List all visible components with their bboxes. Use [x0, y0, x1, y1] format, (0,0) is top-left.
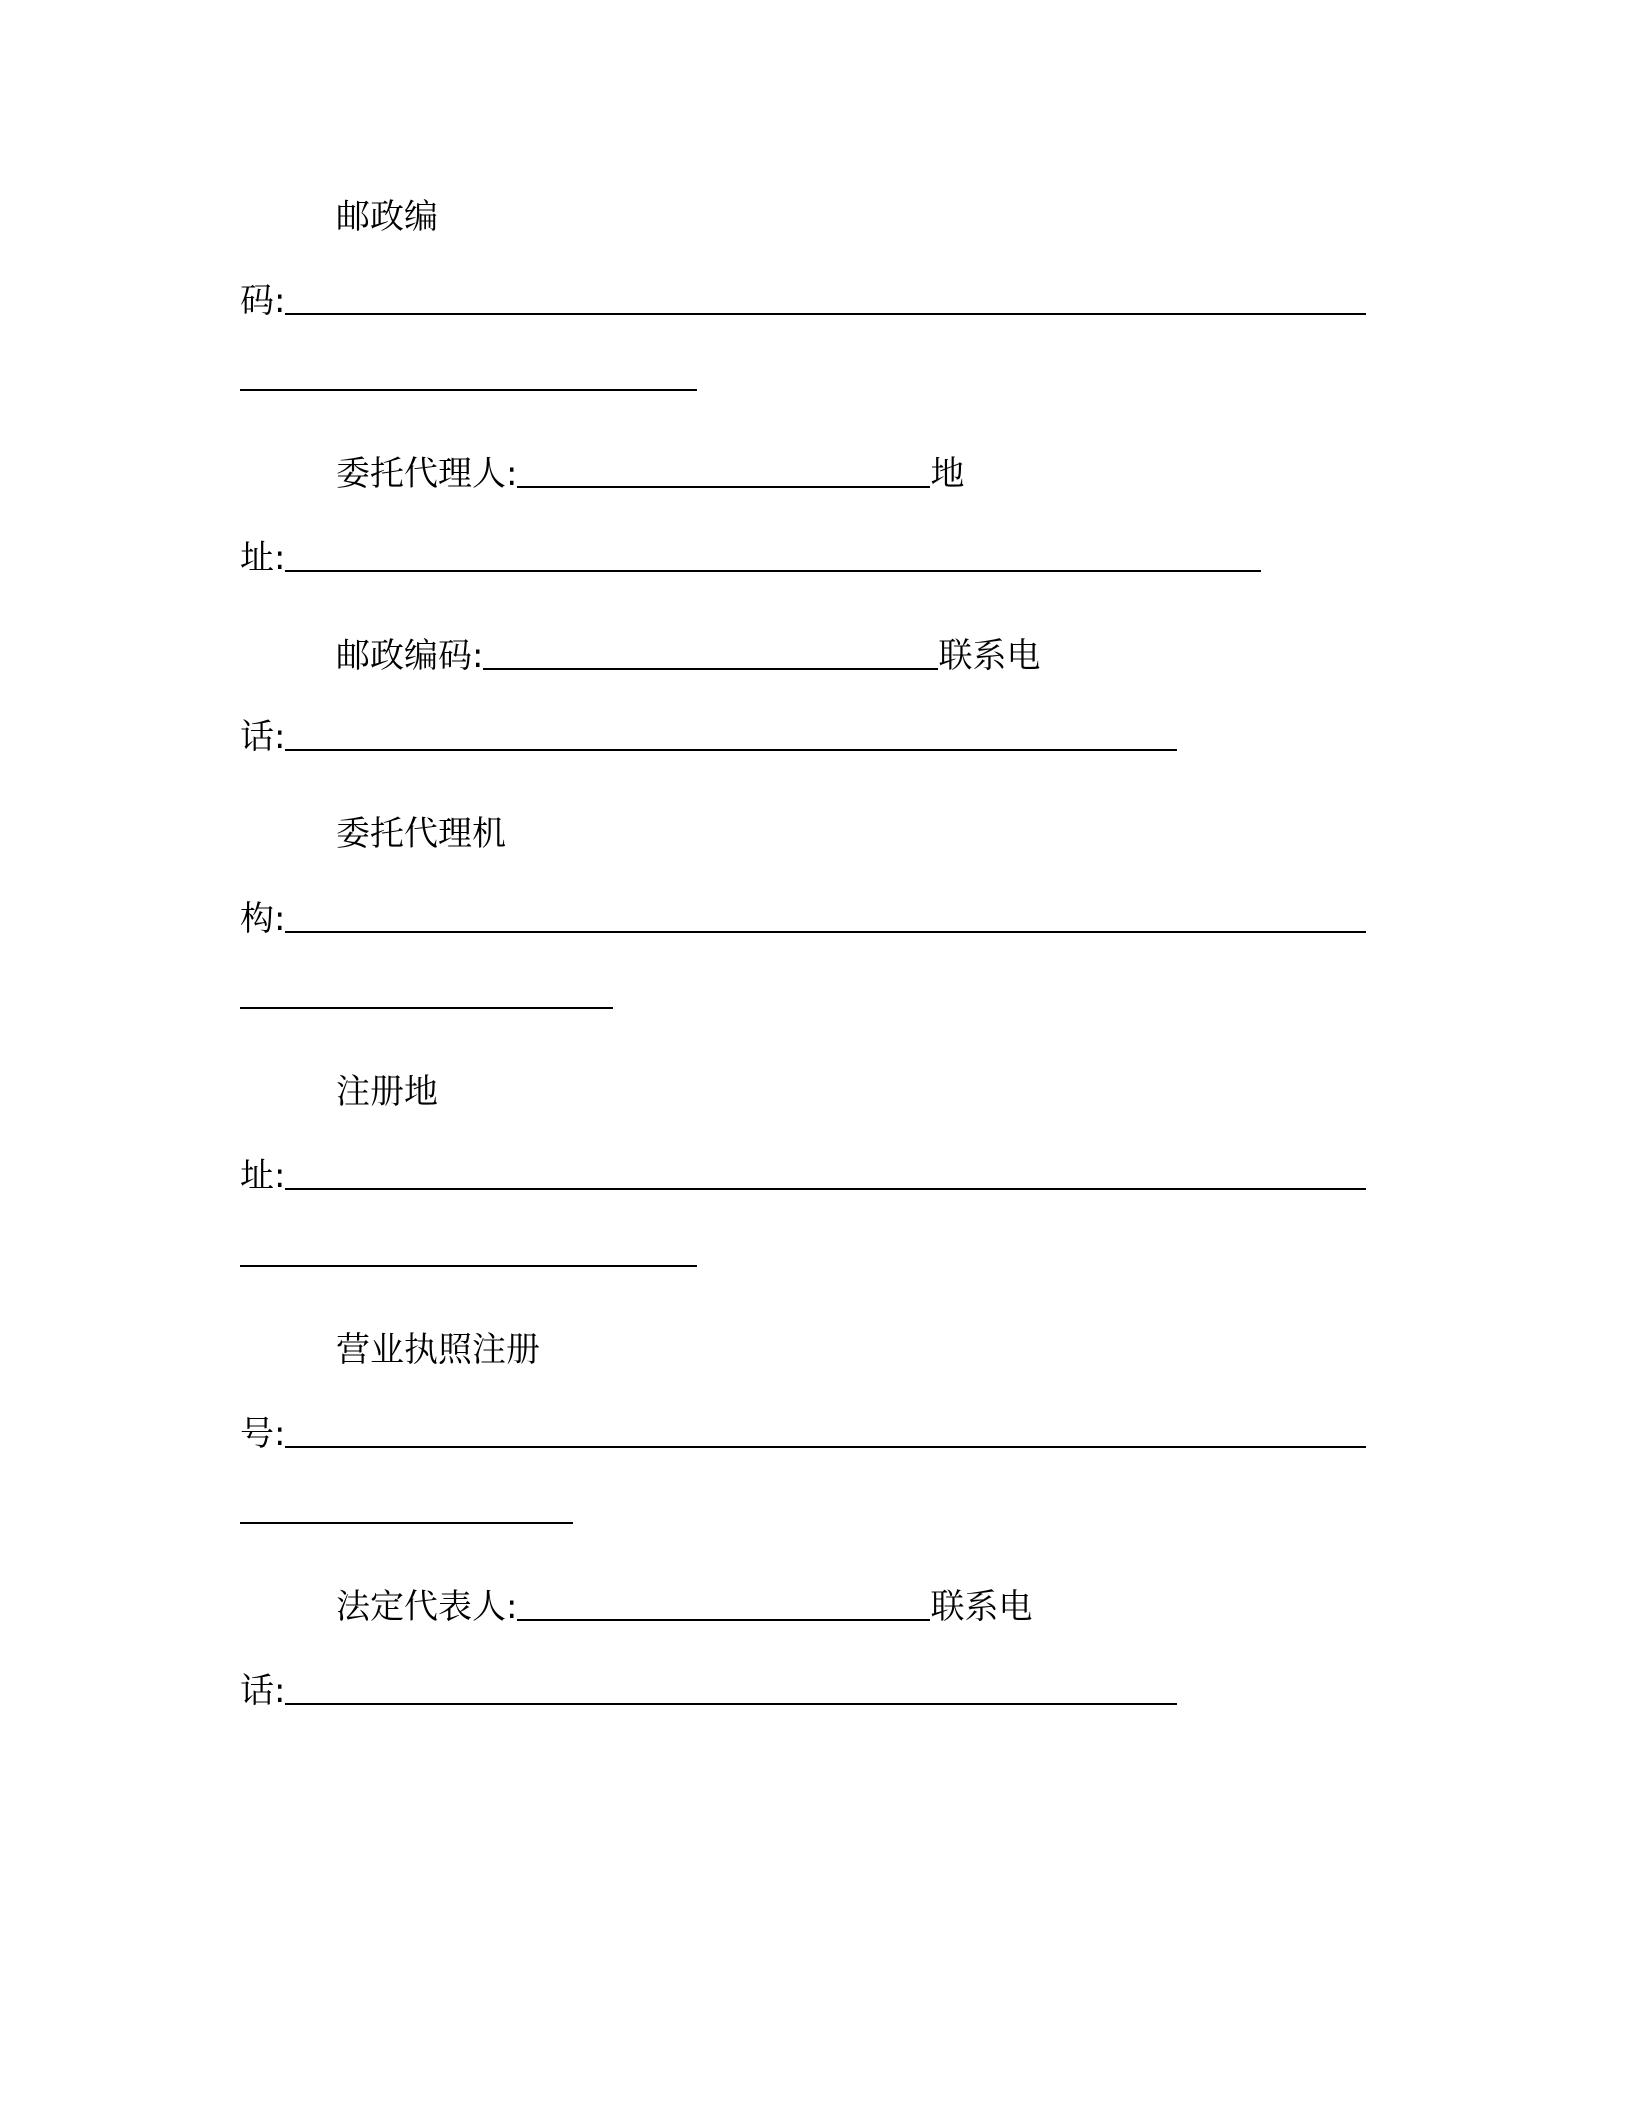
- agent-postal-code-blank[interactable]: [483, 668, 938, 670]
- legal-representative-label: 法定代表人:: [336, 1587, 518, 1627]
- legal-representative-blank[interactable]: [517, 1619, 930, 1621]
- postal-code-label-end: 码:: [240, 281, 286, 321]
- registered-address-label-start: 注册地: [336, 1072, 438, 1112]
- agency-label-line: [336, 814, 506, 854]
- business-license-blank[interactable]: [285, 1446, 1366, 1448]
- business-license-field-line: [240, 1414, 1366, 1454]
- business-license-label-line: [336, 1330, 540, 1370]
- legal-representative-field-line: [336, 1587, 1032, 1627]
- agent-phone-label-end: 话:: [240, 717, 286, 757]
- agent-field-line: [336, 454, 964, 494]
- agent-phone-blank[interactable]: [285, 749, 1177, 751]
- registered-address-continuation-line: [240, 1233, 697, 1273]
- agent-address-field-line: [240, 538, 1261, 578]
- agency-blank-continuation[interactable]: [240, 1007, 613, 1009]
- agency-blank[interactable]: [285, 931, 1366, 933]
- business-license-continuation-line: [240, 1490, 573, 1530]
- agent-postal-code-label: 邮政编码:: [336, 636, 484, 676]
- agency-label-end: 构:: [240, 899, 286, 939]
- postal-code-continuation-line: [240, 357, 697, 397]
- agent-blank[interactable]: [517, 486, 930, 488]
- agent-phone-label-start: 联系电: [938, 636, 1041, 676]
- postal-code-blank-continuation[interactable]: [240, 389, 697, 391]
- registered-address-label-line: [336, 1072, 438, 1112]
- legal-phone-blank[interactable]: [285, 1703, 1177, 1705]
- agency-label-start: 委托代理机: [336, 814, 506, 854]
- business-license-blank-continuation[interactable]: [240, 1522, 573, 1524]
- agent-address-label-end: 址:: [240, 538, 286, 578]
- agent-address-blank[interactable]: [285, 570, 1261, 572]
- agency-continuation-line: [240, 975, 613, 1015]
- postal-code-blank[interactable]: [285, 313, 1366, 315]
- legal-phone-label-end: 话:: [240, 1671, 286, 1711]
- address-label-start: 地: [930, 454, 965, 494]
- registered-address-field-line: [240, 1156, 1366, 1196]
- agency-field-line: [240, 899, 1366, 939]
- registered-address-blank[interactable]: [285, 1188, 1366, 1190]
- postal-code-label-start: 邮政编: [336, 197, 438, 237]
- agent-label: 委托代理人:: [336, 454, 518, 494]
- postal-code-label-line-1: [336, 197, 438, 237]
- legal-phone-field-line: [240, 1671, 1177, 1711]
- registered-address-blank-continuation[interactable]: [240, 1265, 697, 1267]
- agent-postal-code-line: [336, 636, 1040, 676]
- legal-phone-label-start: 联系电: [930, 1587, 1033, 1627]
- agent-phone-field-line: [240, 717, 1177, 757]
- business-license-label-start: 营业执照注册: [336, 1330, 540, 1370]
- business-license-label-end: 号:: [240, 1414, 286, 1454]
- registered-address-label-end: 址:: [240, 1156, 286, 1196]
- postal-code-field-line: [240, 281, 1366, 321]
